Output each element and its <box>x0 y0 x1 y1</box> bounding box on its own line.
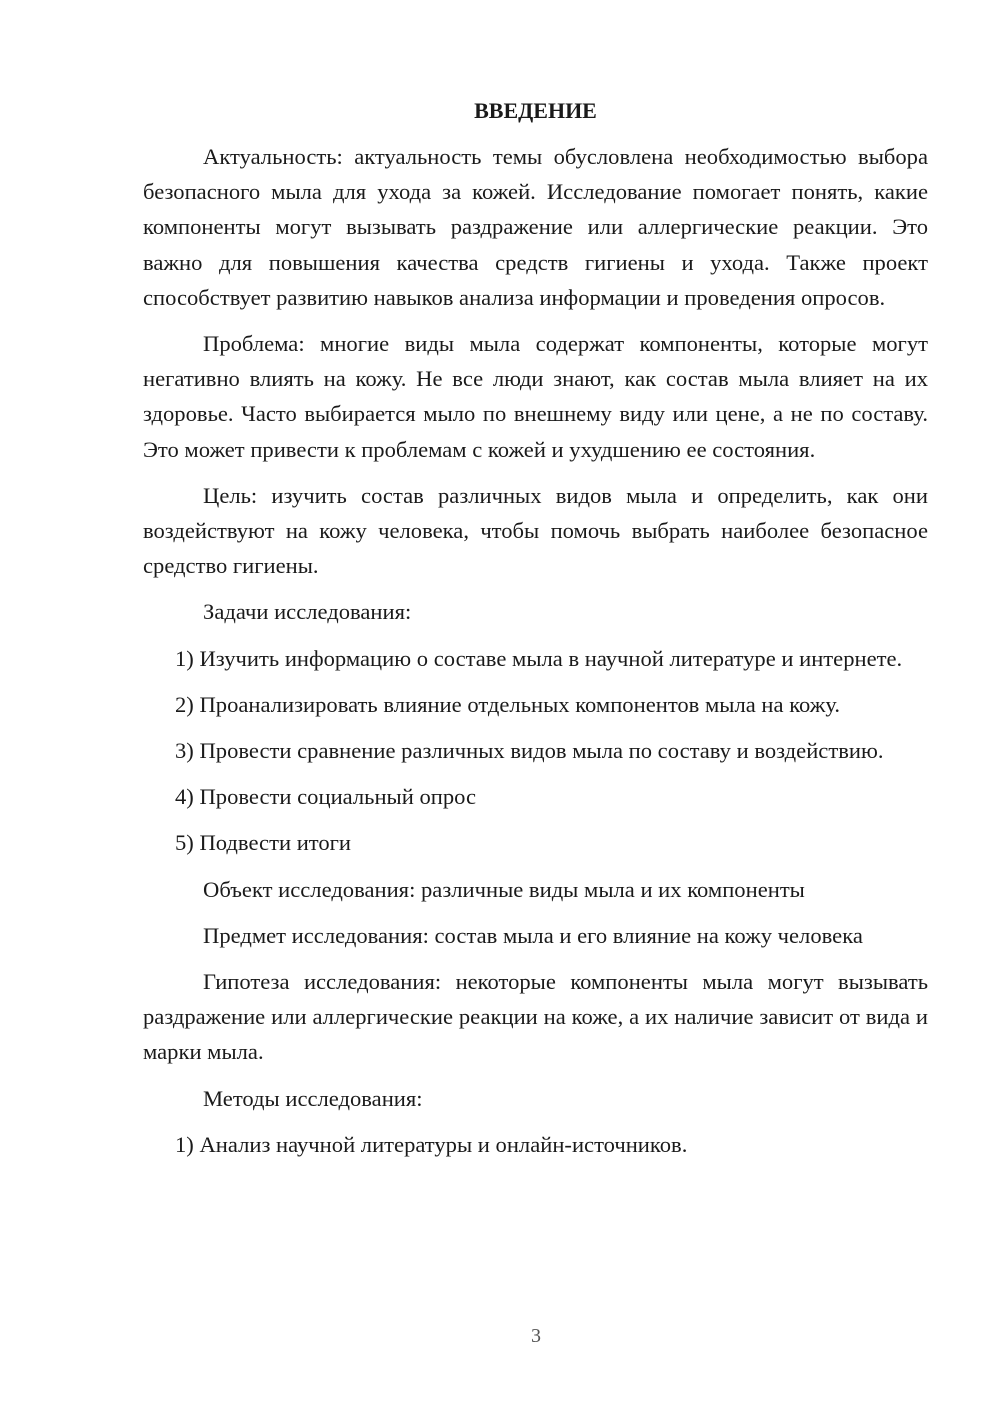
paragraph-hypothesis: Гипотеза исследования: некоторые компоненты мыла могут вызывать раздражение или аллергические реакции на коже, а их наличие зависит от вида и марки мыла. <box>143 969 928 1065</box>
task-item-3: 3) Провести сравнение различных видов мыла по составу и воздействию. <box>175 738 884 764</box>
task-item-4: 4) Провести социальный опрос <box>175 784 477 810</box>
method-item-1: 1) Анализ научной литературы и онлайн-источников. <box>175 1131 688 1157</box>
page-title: ВВЕДЕНИЕ <box>474 98 597 123</box>
paragraph-goal: Цель: изучить состав различных видов мыла и определить, как они воздействуют на кожу человека, чтобы помочь выбрать наиболее безопасное средство гигиены. <box>143 482 928 579</box>
task-item-2: 2) Проанализировать влияние отдельных компонентов мыла на кожу. <box>175 691 841 717</box>
paragraph-object: Объект исследования: различные виды мыла и их компоненты <box>203 876 805 902</box>
page-content <box>143 96 928 1173</box>
tasks-heading: Задачи исследования: <box>203 599 412 625</box>
paragraph-problem: Проблема: многие виды мыла содержат компоненты, которые могут негативно влиять на кожу. Не все люди знают, как состав мыла влияет на их здоровье. Часто выбирается мыло по внешнему виду или цене, а не по составу. Это может привести к проблемам с кожей и ухудшению ее состояния. <box>143 331 928 462</box>
paragraph-subject: Предмет исследования: состав мыла и его влияние на кожу человека <box>203 922 863 948</box>
task-item-1: 1) Изучить информацию о составе мыла в научной литературе и интернете. <box>175 645 903 671</box>
methods-heading: Методы исследования: <box>203 1085 423 1111</box>
paragraph-relevance: Актуальность: актуальность темы обусловлена необходимостью выбора безопасного мыла для ухода за кожей. Исследование помогает понять, какие компоненты могут вызывать раздражение или аллергические реакции. Это важно для повышения качества средств гигиены и ухода. Также проект способствует развитию навыков анализа информации и проведения опросов. <box>143 144 928 310</box>
page-number: 3 <box>531 1325 541 1347</box>
task-item-5: 5) Подвести итоги <box>175 830 352 856</box>
